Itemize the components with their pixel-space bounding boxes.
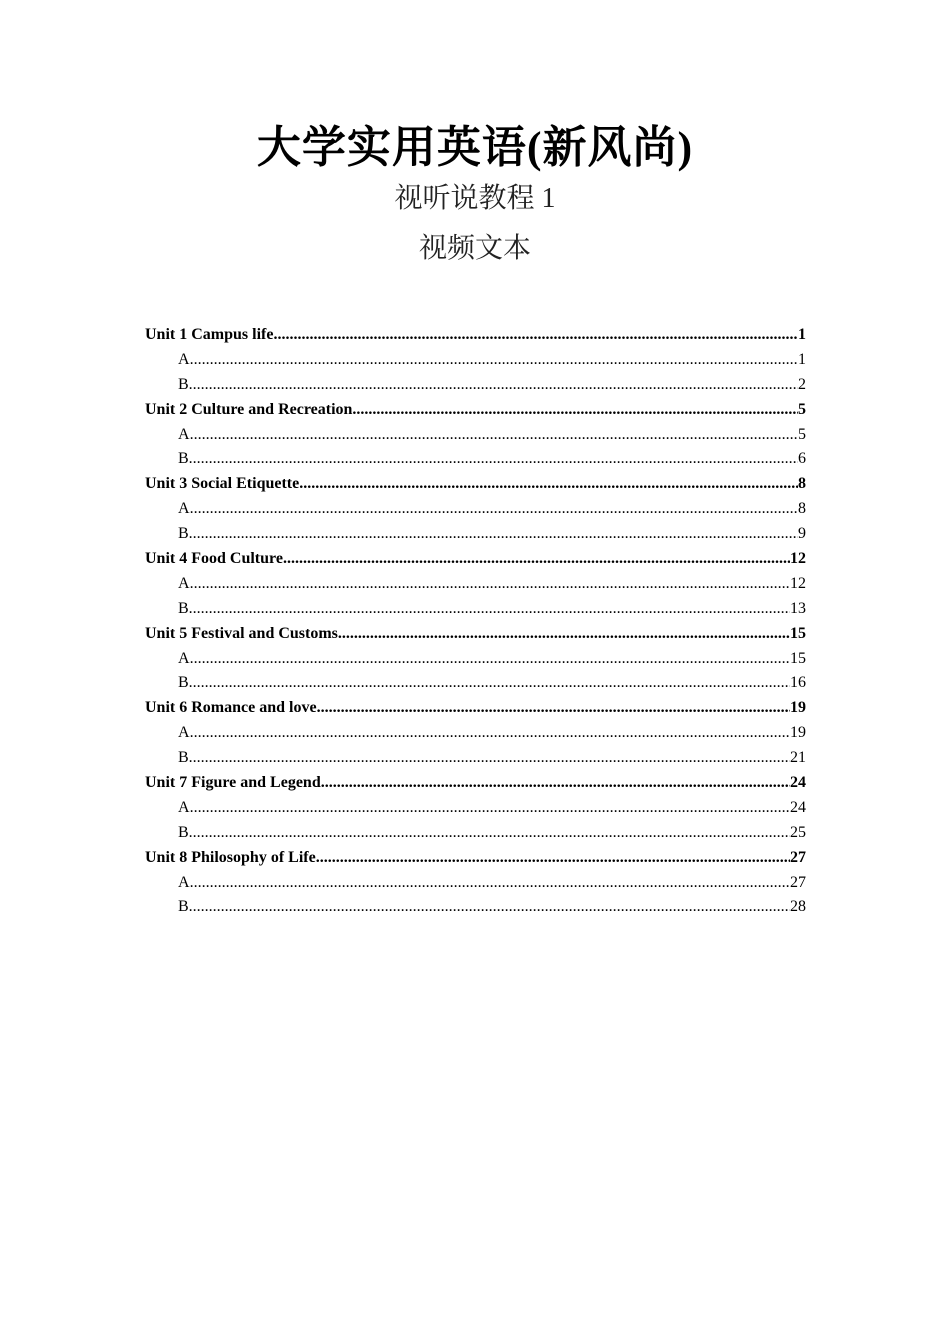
toc-section-label: B [178,450,189,468]
toc-section-label: B [178,375,189,393]
toc-page-number: 1 [798,326,806,343]
toc-section-label: B [178,823,189,841]
toc-dot-leader [189,821,790,846]
toc-unit-title: Unit 1 Campus life [145,326,274,343]
document-title: 大学实用英语(新风尚) [256,123,694,172]
toc-dot-leader [352,398,798,423]
toc-unit-entry[interactable] [145,696,806,721]
toc-dot-leader [189,671,790,696]
toc-page-number: 15 [790,649,806,667]
toc-section-label: B [178,525,189,543]
toc-page-number: 9 [798,525,806,543]
toc-dot-leader [189,373,798,398]
toc-section-label: A [178,724,190,742]
toc-dot-leader [189,746,790,771]
toc-dot-leader [190,572,790,597]
toc-unit-entry[interactable] [145,622,806,647]
toc-section-entry[interactable] [145,497,806,522]
toc-unit-title: Unit 2 Culture and Recreation [145,400,353,418]
toc-section-entry[interactable] [145,746,806,771]
toc-page-number: 13 [790,599,806,617]
toc-dot-leader [299,472,798,497]
toc-page-number: 5 [798,400,806,418]
toc-section-entry[interactable] [145,373,806,398]
toc-page-number: 12 [790,550,806,568]
toc-page-number: 27 [790,848,806,866]
toc-unit-title: Unit 8 Philosophy of Life [145,848,316,866]
toc-unit-title: Unit 5 Festival and Customs [145,624,338,642]
toc-page-number: 6 [798,450,806,468]
toc-page-number: 12 [790,574,806,592]
toc-dot-leader [190,721,790,746]
toc-dot-leader [189,447,798,472]
toc-dot-leader [189,597,790,622]
toc-dot-leader [317,696,790,721]
toc-page-number: 24 [790,774,806,792]
toc-section-label: B [178,674,189,692]
toc-dot-leader [190,423,798,448]
toc-page-number: 1 [798,350,806,368]
toc-unit-entry[interactable] [145,398,806,423]
toc-section-entry[interactable] [145,522,806,547]
toc-page-number: 8 [798,475,806,493]
toc-page-number: 27 [790,873,806,891]
toc-dot-leader [273,323,798,348]
toc-section-label: B [178,599,189,617]
toc-section-entry[interactable] [145,597,806,622]
toc-page-number: 19 [790,699,806,717]
toc-section-entry[interactable] [145,671,806,696]
toc-section-entry[interactable] [145,572,806,597]
toc-dot-leader [338,622,790,647]
toc-section-entry[interactable] [145,821,806,846]
toc-dot-leader [190,647,790,672]
toc-dot-leader [190,348,798,373]
toc-unit-title: Unit 3 Social Etiquette [145,475,300,493]
toc-section-entry[interactable] [145,423,806,448]
toc-unit-entry[interactable] [145,771,806,796]
toc-section-label: A [178,798,190,816]
toc-dot-leader [321,771,790,796]
toc-page-number: 24 [790,798,806,816]
toc-dot-leader [190,871,790,896]
toc-section-label: A [178,873,190,891]
toc-page-number: 5 [798,425,806,443]
toc-page-number: 2 [798,375,806,393]
toc-unit-entry[interactable] [145,323,806,348]
toc-dot-leader [190,497,798,522]
toc-section-entry[interactable] [145,348,806,373]
toc-section-entry[interactable] [145,796,806,821]
toc-unit-entry[interactable] [145,472,806,497]
toc-section-entry[interactable] [145,647,806,672]
toc-page-number: 28 [790,898,806,916]
toc-dot-leader [283,547,790,572]
toc-unit-entry[interactable] [145,547,806,572]
toc-section-label: A [178,574,190,592]
toc-section-label: A [178,500,190,518]
document-subtitle-secondary: 视频文本 [418,233,531,264]
toc-section-label: A [178,649,190,667]
toc-section-entry[interactable] [145,871,806,896]
toc-page-number: 16 [790,674,806,692]
toc-page-number: 21 [790,749,806,767]
toc-unit-title: Unit 7 Figure and Legend [145,774,321,792]
toc-dot-leader [189,522,798,547]
toc-unit-title: Unit 4 Food Culture [145,550,283,568]
toc-page-number: 8 [798,500,806,518]
toc-section-entry[interactable] [145,447,806,472]
toc-page-number: 19 [790,724,806,742]
toc-section-label: B [178,898,189,916]
toc-page-number: 15 [790,624,806,642]
document-subtitle: 视听说教程 1 [394,183,556,214]
toc-section-entry[interactable] [145,721,806,746]
toc-dot-leader [190,796,790,821]
table-of-contents [145,323,806,920]
toc-section-label: B [178,749,189,767]
toc-section-label: A [178,425,190,443]
toc-dot-leader [316,846,790,871]
toc-page-number: 25 [790,823,806,841]
toc-section-label: A [178,350,190,368]
toc-dot-leader [189,895,790,920]
toc-unit-entry[interactable] [145,846,806,871]
toc-section-entry[interactable] [145,895,806,920]
toc-unit-title: Unit 6 Romance and love [145,699,317,717]
